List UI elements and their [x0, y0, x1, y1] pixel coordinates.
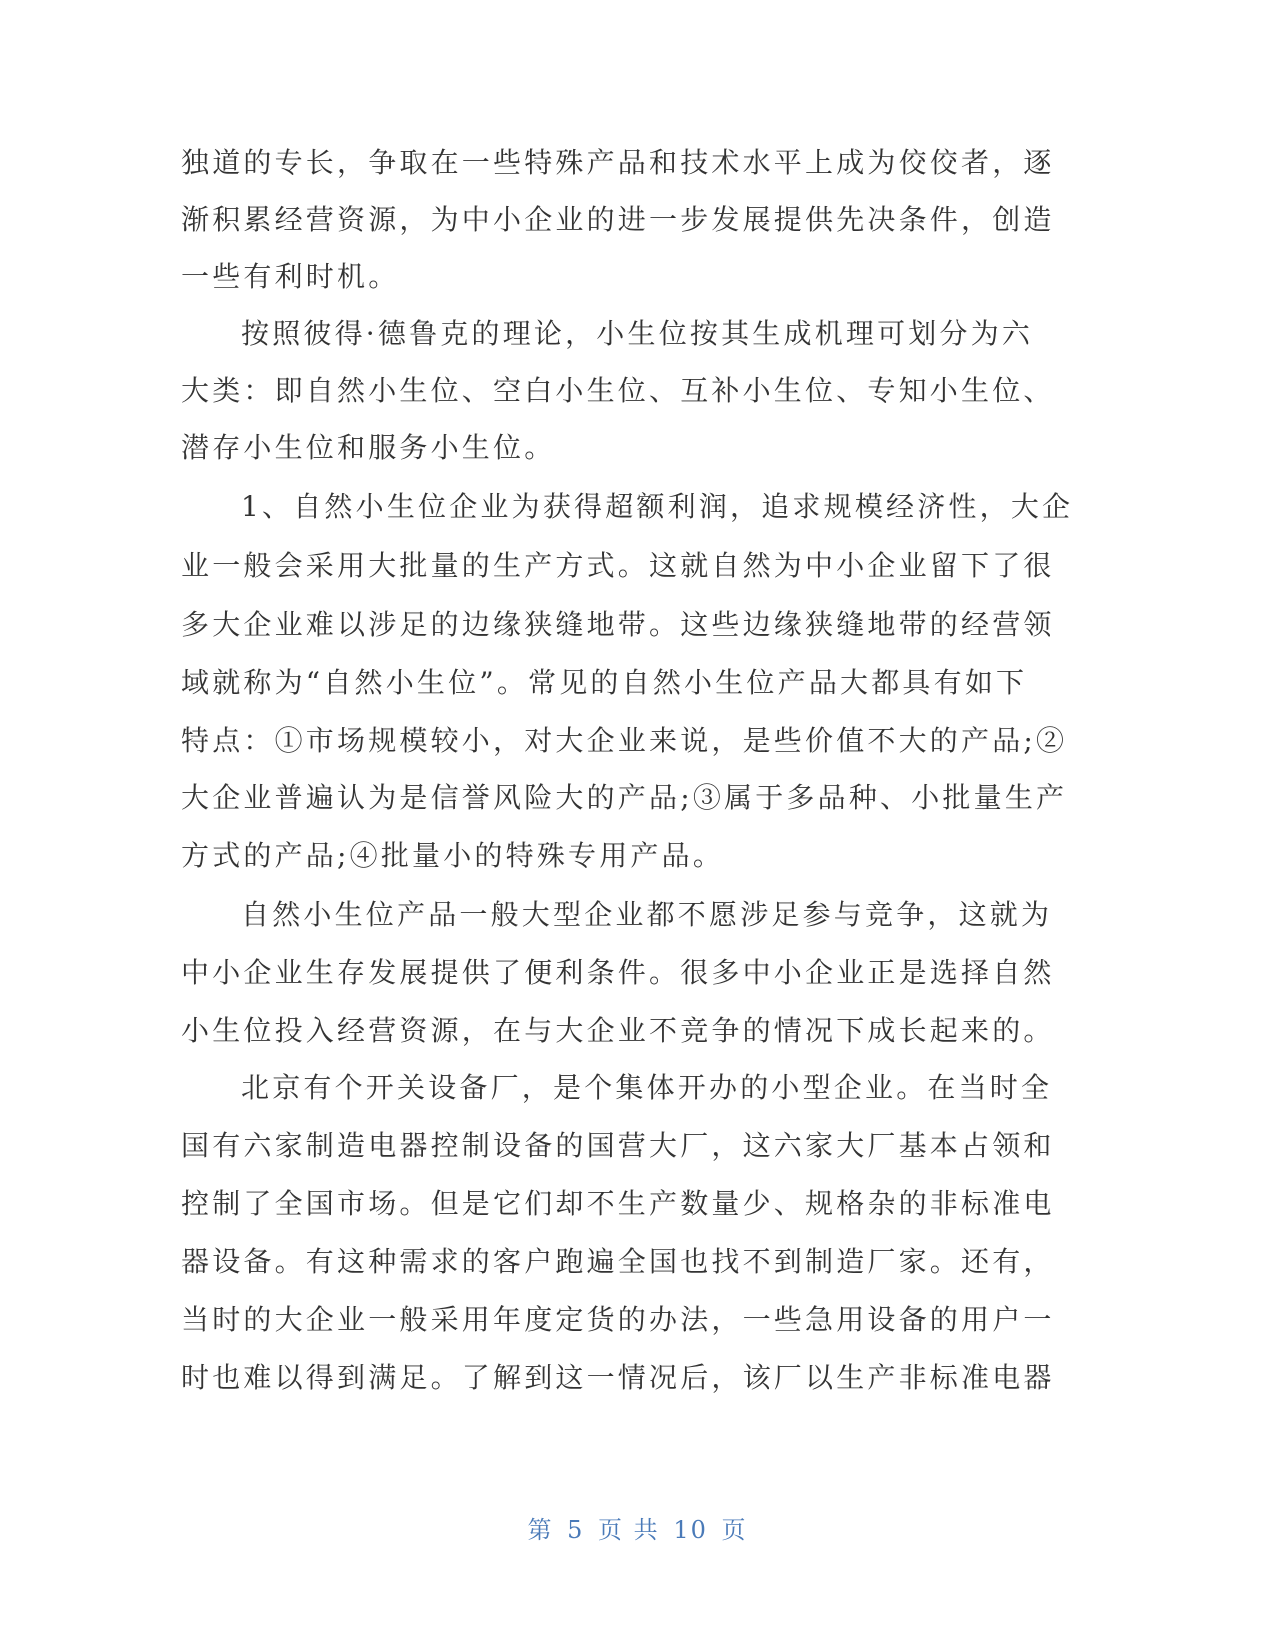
text-line: 按照彼得·德鲁克的理论，小生位按其生成机理可划分为六: [241, 317, 1034, 350]
text-line: 控制了全国市场。但是它们却不生产数量少、规格杂的非标准电: [181, 1187, 1055, 1220]
text-line: 业一般会采用大批量的生产方式。这就自然为中小企业留下了很: [181, 549, 1055, 582]
text-line: 大企业普遍认为是信誉风险大的产品;③属于多品种、小批量生产: [181, 781, 1068, 814]
text-line: 方式的产品;④批量小的特殊专用产品。: [181, 839, 725, 872]
text-line: 1、自然小生位企业为获得超额利润，追求规模经济性，大企: [241, 490, 1074, 523]
page-footer: [0, 1514, 1275, 1546]
footer-total-pages: 10: [673, 1516, 708, 1544]
text-line: 一些有利时机。: [181, 260, 400, 293]
text-line: 独道的专长，争取在一些特殊产品和技术水平上成为佼佼者，逐: [181, 146, 1055, 179]
footer-mid: 页 共: [598, 1516, 660, 1544]
text-line: 渐积累经营资源，为中小企业的进一步发展提供先决条件，创造: [181, 203, 1055, 236]
text-line: 自然小生位产品一般大型企业都不愿涉足参与竞争，这就为: [241, 898, 1053, 931]
footer-page-number: 5: [567, 1516, 585, 1544]
footer-prefix: 第: [527, 1516, 554, 1544]
text-line: 潜存小生位和服务小生位。: [181, 431, 556, 464]
text-line: 中小企业生存发展提供了便利条件。很多中小企业正是选择自然: [181, 956, 1055, 989]
text-line: 多大企业难以涉足的边缘狭缝地带。这些边缘狭缝地带的经营领: [181, 608, 1055, 641]
text-line: 特点：①市场规模较小，对大企业来说，是些价值不大的产品;②: [181, 724, 1068, 757]
text-line: 大类：即自然小生位、空白小生位、互补小生位、专知小生位、: [181, 374, 1055, 407]
text-line: 时也难以得到满足。了解到这一情况后，该厂以生产非标准电器: [181, 1361, 1055, 1394]
text-line: 小生位投入经营资源，在与大企业不竞争的情况下成长起来的。: [181, 1014, 1055, 1047]
footer-suffix: 页: [721, 1516, 748, 1544]
text-line: 器设备。有这种需求的客户跑遍全国也找不到制造厂家。还有，: [181, 1245, 1055, 1278]
text-line: 国有六家制造电器控制设备的国营大厂，这六家大厂基本占领和: [181, 1129, 1055, 1162]
text-line: 当时的大企业一般采用年度定货的办法，一些急用设备的用户一: [181, 1303, 1055, 1336]
text-line: 域就称为“自然小生位”。常见的自然小生位产品大都具有如下: [181, 666, 1028, 699]
text-line: 北京有个开关设备厂，是个集体开办的小型企业。在当时全: [241, 1071, 1053, 1104]
